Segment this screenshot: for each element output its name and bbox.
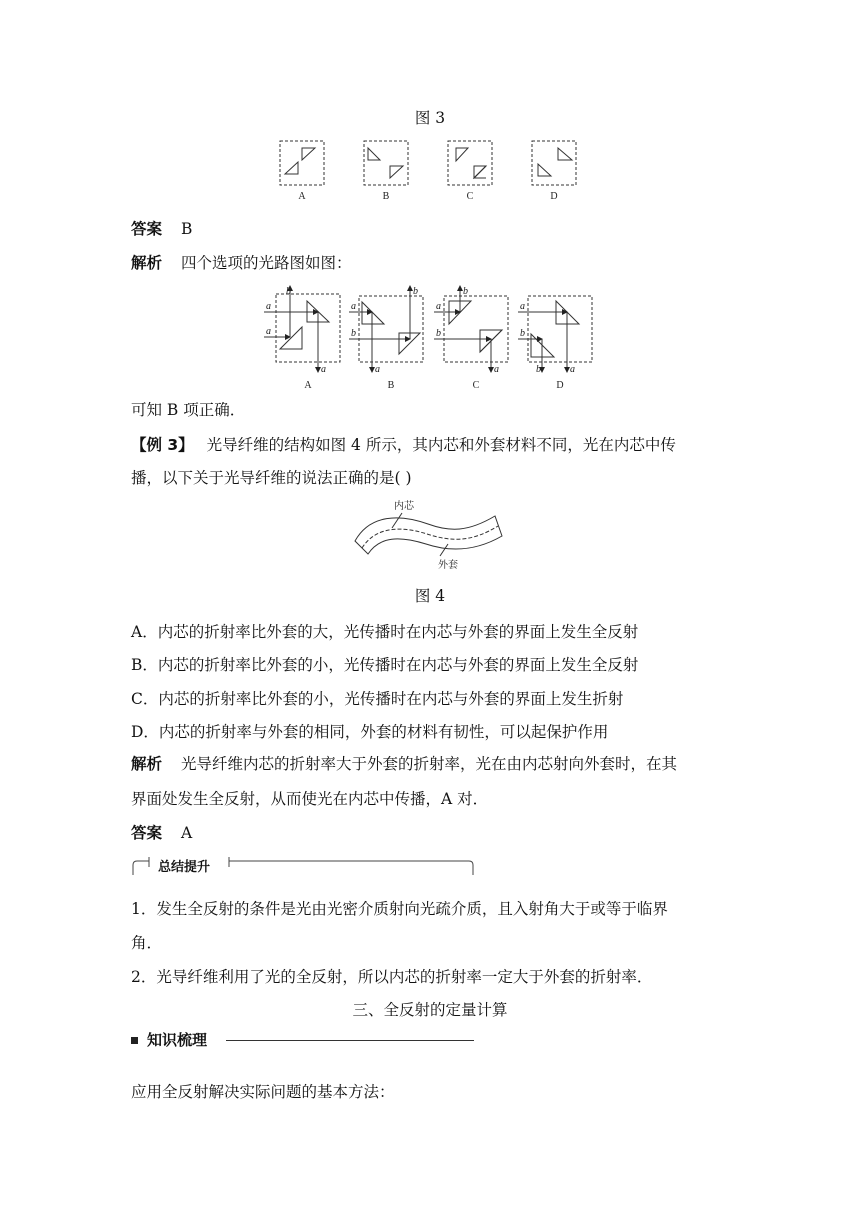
- answer-value: A: [180, 824, 193, 842]
- figure4-caption: 图 4: [414, 587, 446, 605]
- option-label: A: [298, 191, 306, 202]
- ray-label: a: [321, 364, 326, 375]
- choice-d: D．内芯的折射率与外套的相同，外套的材料有韧性，可以起保护作用: [131, 723, 609, 741]
- analysis-text: 四个选项的光路图如图：: [180, 254, 352, 272]
- summary-item1-line1: 1．发生全反射的条件是光由光密介质射向光疏介质，且入射角大于或等于临界: [131, 900, 668, 918]
- ray-label: b: [536, 364, 541, 375]
- option-b-prism-lower: [390, 166, 403, 178]
- ray-label: a: [375, 364, 380, 375]
- conclusion: 可知 B 项正确．: [131, 401, 246, 419]
- example-tag: 【例 3】: [131, 436, 194, 454]
- summary-item2: 2．光导纤维利用了光的全反射，所以内芯的折射率一定大于外套的折射率．: [131, 968, 653, 986]
- diagram-b-prism-1: [362, 302, 384, 324]
- option-b-box: [364, 141, 408, 185]
- option-label: B: [382, 191, 390, 202]
- fiber-outer: [355, 516, 502, 554]
- fiber-core: [362, 526, 498, 548]
- analysis-text: 光导纤维内芯的折射率大于外套的折射率，光在由内芯射向外套时，在其: [180, 755, 677, 773]
- option-d-prism-upper: [558, 148, 572, 160]
- diagram-b-box: [359, 296, 423, 362]
- ray-label: a: [266, 326, 271, 337]
- analysis2-line2: 界面处发生全反射，从而使光在内芯中传播，A 对．: [131, 790, 489, 808]
- option-label: C: [466, 191, 474, 202]
- choice-a: A．内芯的折射率比外套的大，光传播时在内芯与外套的界面上发生全反射: [131, 623, 639, 641]
- option-a-prism-upper: [302, 148, 315, 160]
- ray-label: b: [413, 286, 418, 297]
- option-label: A: [304, 380, 312, 391]
- example-text: 光导纤维的结构如图 4 所示，其内芯和外套材料不同，光在内芯中传: [206, 436, 676, 454]
- ray-label: a: [494, 364, 499, 375]
- ray-label: a: [570, 364, 575, 375]
- summary-item1-line2: 角．: [131, 934, 163, 952]
- figure3-caption: 图 3: [414, 109, 446, 127]
- ray-label: b: [351, 328, 356, 339]
- fiber-diagram: [350, 496, 510, 574]
- option-label: D: [556, 380, 564, 391]
- diagram-a-prism-2: [280, 327, 302, 349]
- core-label: 内芯: [394, 501, 414, 512]
- subhead-title: 知识梳理: [147, 1031, 208, 1049]
- subhead-square-icon: [131, 1037, 138, 1044]
- diagram-c-box: [444, 296, 508, 362]
- ray-label: a: [436, 301, 441, 312]
- ray-label: b: [436, 328, 441, 339]
- answer-value: B: [180, 220, 193, 238]
- light-path-diagrams: [262, 284, 598, 394]
- option-a-prism-lower: [285, 162, 298, 174]
- option-b-prism-upper: [368, 148, 380, 160]
- option-label: B: [387, 380, 395, 391]
- section3-intro: 应用全反射解决实际问题的基本方法：: [131, 1083, 395, 1101]
- figure3-options: [270, 136, 590, 206]
- answer-label: 答案: [131, 220, 163, 238]
- ray-label: a: [266, 301, 271, 312]
- ray-label: b: [463, 286, 468, 297]
- ray-label: b: [520, 328, 525, 339]
- option-d-box: [532, 141, 576, 185]
- example3-line1: [131, 433, 676, 455]
- option-label: C: [472, 380, 480, 391]
- answer1: [131, 217, 192, 239]
- option-c-prism-upper: [456, 148, 468, 161]
- choice-c: C．内芯的折射率比外套的小，光传播时在内芯与外套的界面上发生折射: [131, 690, 624, 708]
- analysis-label: 解析: [131, 254, 163, 272]
- answer2: [131, 821, 192, 843]
- analysis2-line1: [131, 752, 677, 774]
- ray-label: a: [351, 301, 356, 312]
- option-d-prism-lower: [538, 164, 551, 176]
- example3-line2: 播，以下关于光导纤维的说法正确的是( ): [131, 469, 412, 487]
- section3-title: 三、全反射的定量计算: [352, 1001, 508, 1019]
- analysis1: [131, 251, 351, 273]
- ray-label: a: [520, 301, 525, 312]
- analysis-label: 解析: [131, 755, 163, 773]
- subhead-rule: [226, 1040, 474, 1041]
- ray-label: b: [286, 286, 291, 297]
- diagram-a-box: [276, 294, 340, 362]
- option-label: D: [550, 191, 558, 202]
- answer-label: 答案: [131, 824, 163, 842]
- diagram-d-box: [528, 296, 592, 362]
- cladding-label: 外套: [438, 560, 458, 571]
- choice-b: B．内芯的折射率比外套的小，光传播时在内芯与外套的界面上发生全反射: [131, 656, 639, 674]
- summary-title: 总结提升: [158, 860, 211, 875]
